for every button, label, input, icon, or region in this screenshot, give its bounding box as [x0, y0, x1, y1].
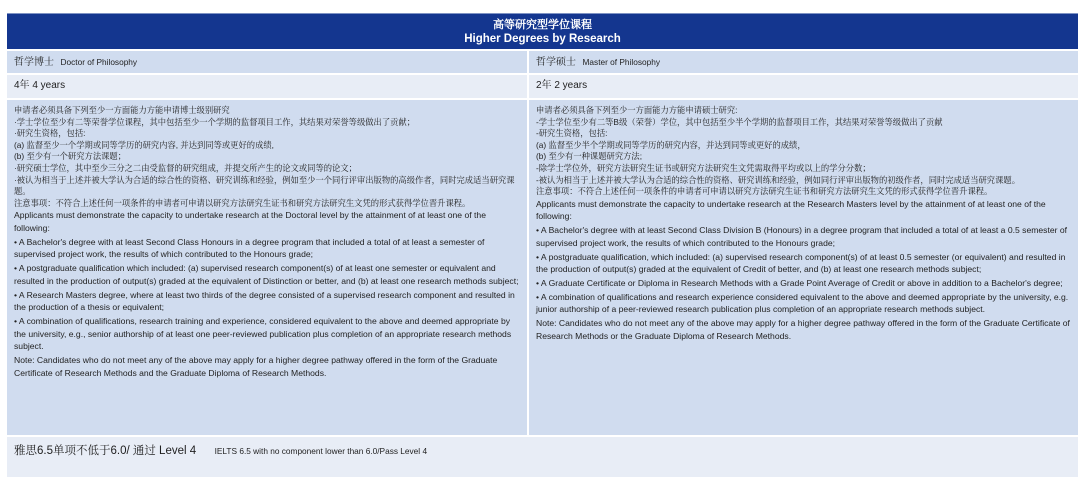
language-requirement-row [7, 435, 1078, 477]
req-line: -学士学位至少有二等B级（荣誉）学位，其中包括至少半个学期的监督项目工作，其结果对荣誉等级做出了贡献 [536, 116, 943, 127]
phd-requirements [7, 100, 529, 435]
req-line: (a) 监督至少一个学期或同等学历的研究内容, 并达到同等或更好的成绩, [14, 139, 274, 150]
req-line: 申请者必须具备下列至少一方面能力方能申请博士级别研究 [14, 105, 230, 115]
req-bullet: • A Research Masters degree, where at least two thirds of the degree consisted of a supervised research component and resulted in the production of a thesis or equivalent; [14, 289, 515, 313]
req-bullet: • A Bachelor's degree with at least Second Class Honours in a degree program that included a total of at least a semester of supervised project work, the results of which contributed to the Honours grade; [14, 236, 485, 260]
req-line: (a) 监督至少半个学期或同等学历的研究内容，并达到同等或更好的成绩， [536, 139, 806, 150]
language-requirement-zh: 雅思6.5单项不低于6.0/ 通过 Level 4 [14, 445, 197, 457]
req-line: ·学士学位至少有二等荣誉学位课程，其中包括至少一个学期的监督项目工作，其结果对荣誉等级做出了贡献； [14, 116, 416, 127]
mphil-duration: 2年 2 years [529, 75, 1078, 98]
req-bullet: • A postgraduate qualification, which included: (a) supervised research component(s) of at least 0.5 semester (or equivalent) and resulted in the production of output(s) graded at the equivalent of Credit of better, and (b) at least one research methods subject; [536, 251, 1066, 275]
mphil-requirements-zh [536, 105, 1071, 198]
req-note: Note: Candidates who do not meet any of the above may apply for a higher degree pathway offered in the form of the Graduate Certificate of Research Methods and the Graduate Diploma of Research Methods. [14, 355, 498, 378]
mphil-requirements-en [536, 198, 1071, 343]
req-line: (b) 至少有一个研究方法课题； [14, 151, 127, 162]
req-line: ·被认为相当于上述并被大学认为合适的综合性的资格、研究训练和经验，例如至少一个同行评审出版物的高级作者，同时完成适当研究课题。 [14, 174, 515, 197]
phd-name-en: Doctor of Philosophy [60, 57, 138, 67]
req-line: ·研究生资格，包括: [14, 128, 86, 139]
req-intro: Applicants must demonstrate the capacity to undertake research at the Research Masters level by the attainment of at least one of the following: [536, 198, 1046, 222]
language-requirement-en: IELTS 6.5 with no component lower than 6.0/Pass Level 4 [214, 446, 428, 456]
header-title-en: Higher Degrees by Research [464, 33, 621, 45]
req-note: 注意事项：不符合上述任何一项条件的申请者可申请以研究方法研究生证书和研究方法研究生文凭的形式获得学位晋升课程。 [14, 197, 471, 208]
req-line: -研究生资格，包括: [536, 128, 608, 139]
mphil-name-cell [529, 51, 1078, 73]
req-note: 注意事项：不符合上述任何一项条件的申请者可申请以研究方法研究生证书和研究方法研究生文凭的形式获得学位晋升课程。 [536, 186, 993, 197]
phd-requirements-zh [14, 105, 520, 209]
table-header [7, 13, 1078, 49]
req-note: Note: Candidates who do not meet any of the above may apply for a higher degree pathway offered in the form of the Graduate Certificate of Research Methods or the Graduate Diploma of Research Methods. [536, 318, 1070, 341]
phd-duration: 4年 4 years [7, 75, 529, 98]
req-bullet: • A combination of qualifications and research experience considered equivalent to the above and deemed appropriate by the university, e.g. junior authorship of a peer-reviewed research publication plus completion of an appropriate research methods subject. [536, 291, 1069, 315]
req-bullet: • A combination of qualifications, research training and experience, considered equivalent to the above and deemed appropriate by the university, e.g., senior authorship of at least one peer-reviewed publication plus completion of an appropriate research methods subject. [14, 315, 512, 352]
req-line: -被认为相当于上述并被大学认为合适的综合性的资格、研究训练和经验，例如同行评审出版物的初级作者，同时完成适当研究课题。 [536, 174, 1020, 185]
header-title-zh: 高等研究型学位课程 [493, 19, 592, 31]
req-line: -除学士学位外，研究方法研究生证书或研究方法研究生文凭需取得平均或以上的学分分数； [536, 162, 871, 173]
req-bullet: • A Bachelor's degree with at least Second Class Division B (Honours) in a degree program that included a total of at least a 0.5 semester of supervised project work, the results of which contributed to the Honours grade; [536, 225, 1068, 248]
req-line: ·研究硕士学位，其中至少三分之二由受监督的研究组成，并提交所产生的论文或同等的论文； [14, 162, 357, 173]
req-line: (b) 至少有一种课题研究方法; [536, 151, 643, 162]
req-intro: Applicants must demonstrate the capacity to undertake research at the Doctoral level by the attainment of at least one of the following: [14, 210, 486, 234]
mphil-requirements [529, 100, 1078, 435]
phd-requirements-en [14, 209, 520, 379]
phd-name-zh: 哲学博士 [14, 57, 54, 68]
phd-name-cell [7, 51, 529, 73]
higher-degrees-table [7, 13, 1078, 477]
mphil-name-en: Master of Philosophy [582, 57, 660, 67]
degree-name-row [7, 49, 1078, 73]
mphil-name-zh: 哲学硕士 [536, 57, 576, 68]
req-bullet: • A postgraduate qualification which included: (a) supervised research component(s) of at least one semester or equivalent and resulted in the production of output(s) graded at the equivalent of Distinction or better, and (b) at least one research methods subject; [14, 263, 519, 286]
duration-row [7, 73, 1078, 98]
req-line: 申请者必须具备下列至少一方面能力方能申请硕士研究: [536, 105, 738, 115]
req-bullet: • A Graduate Certificate or Diploma in Research Methods with a Grade Point Average of Credit or above in addition to a Bachelor's degree; [536, 277, 1063, 288]
requirements-row [7, 98, 1078, 435]
